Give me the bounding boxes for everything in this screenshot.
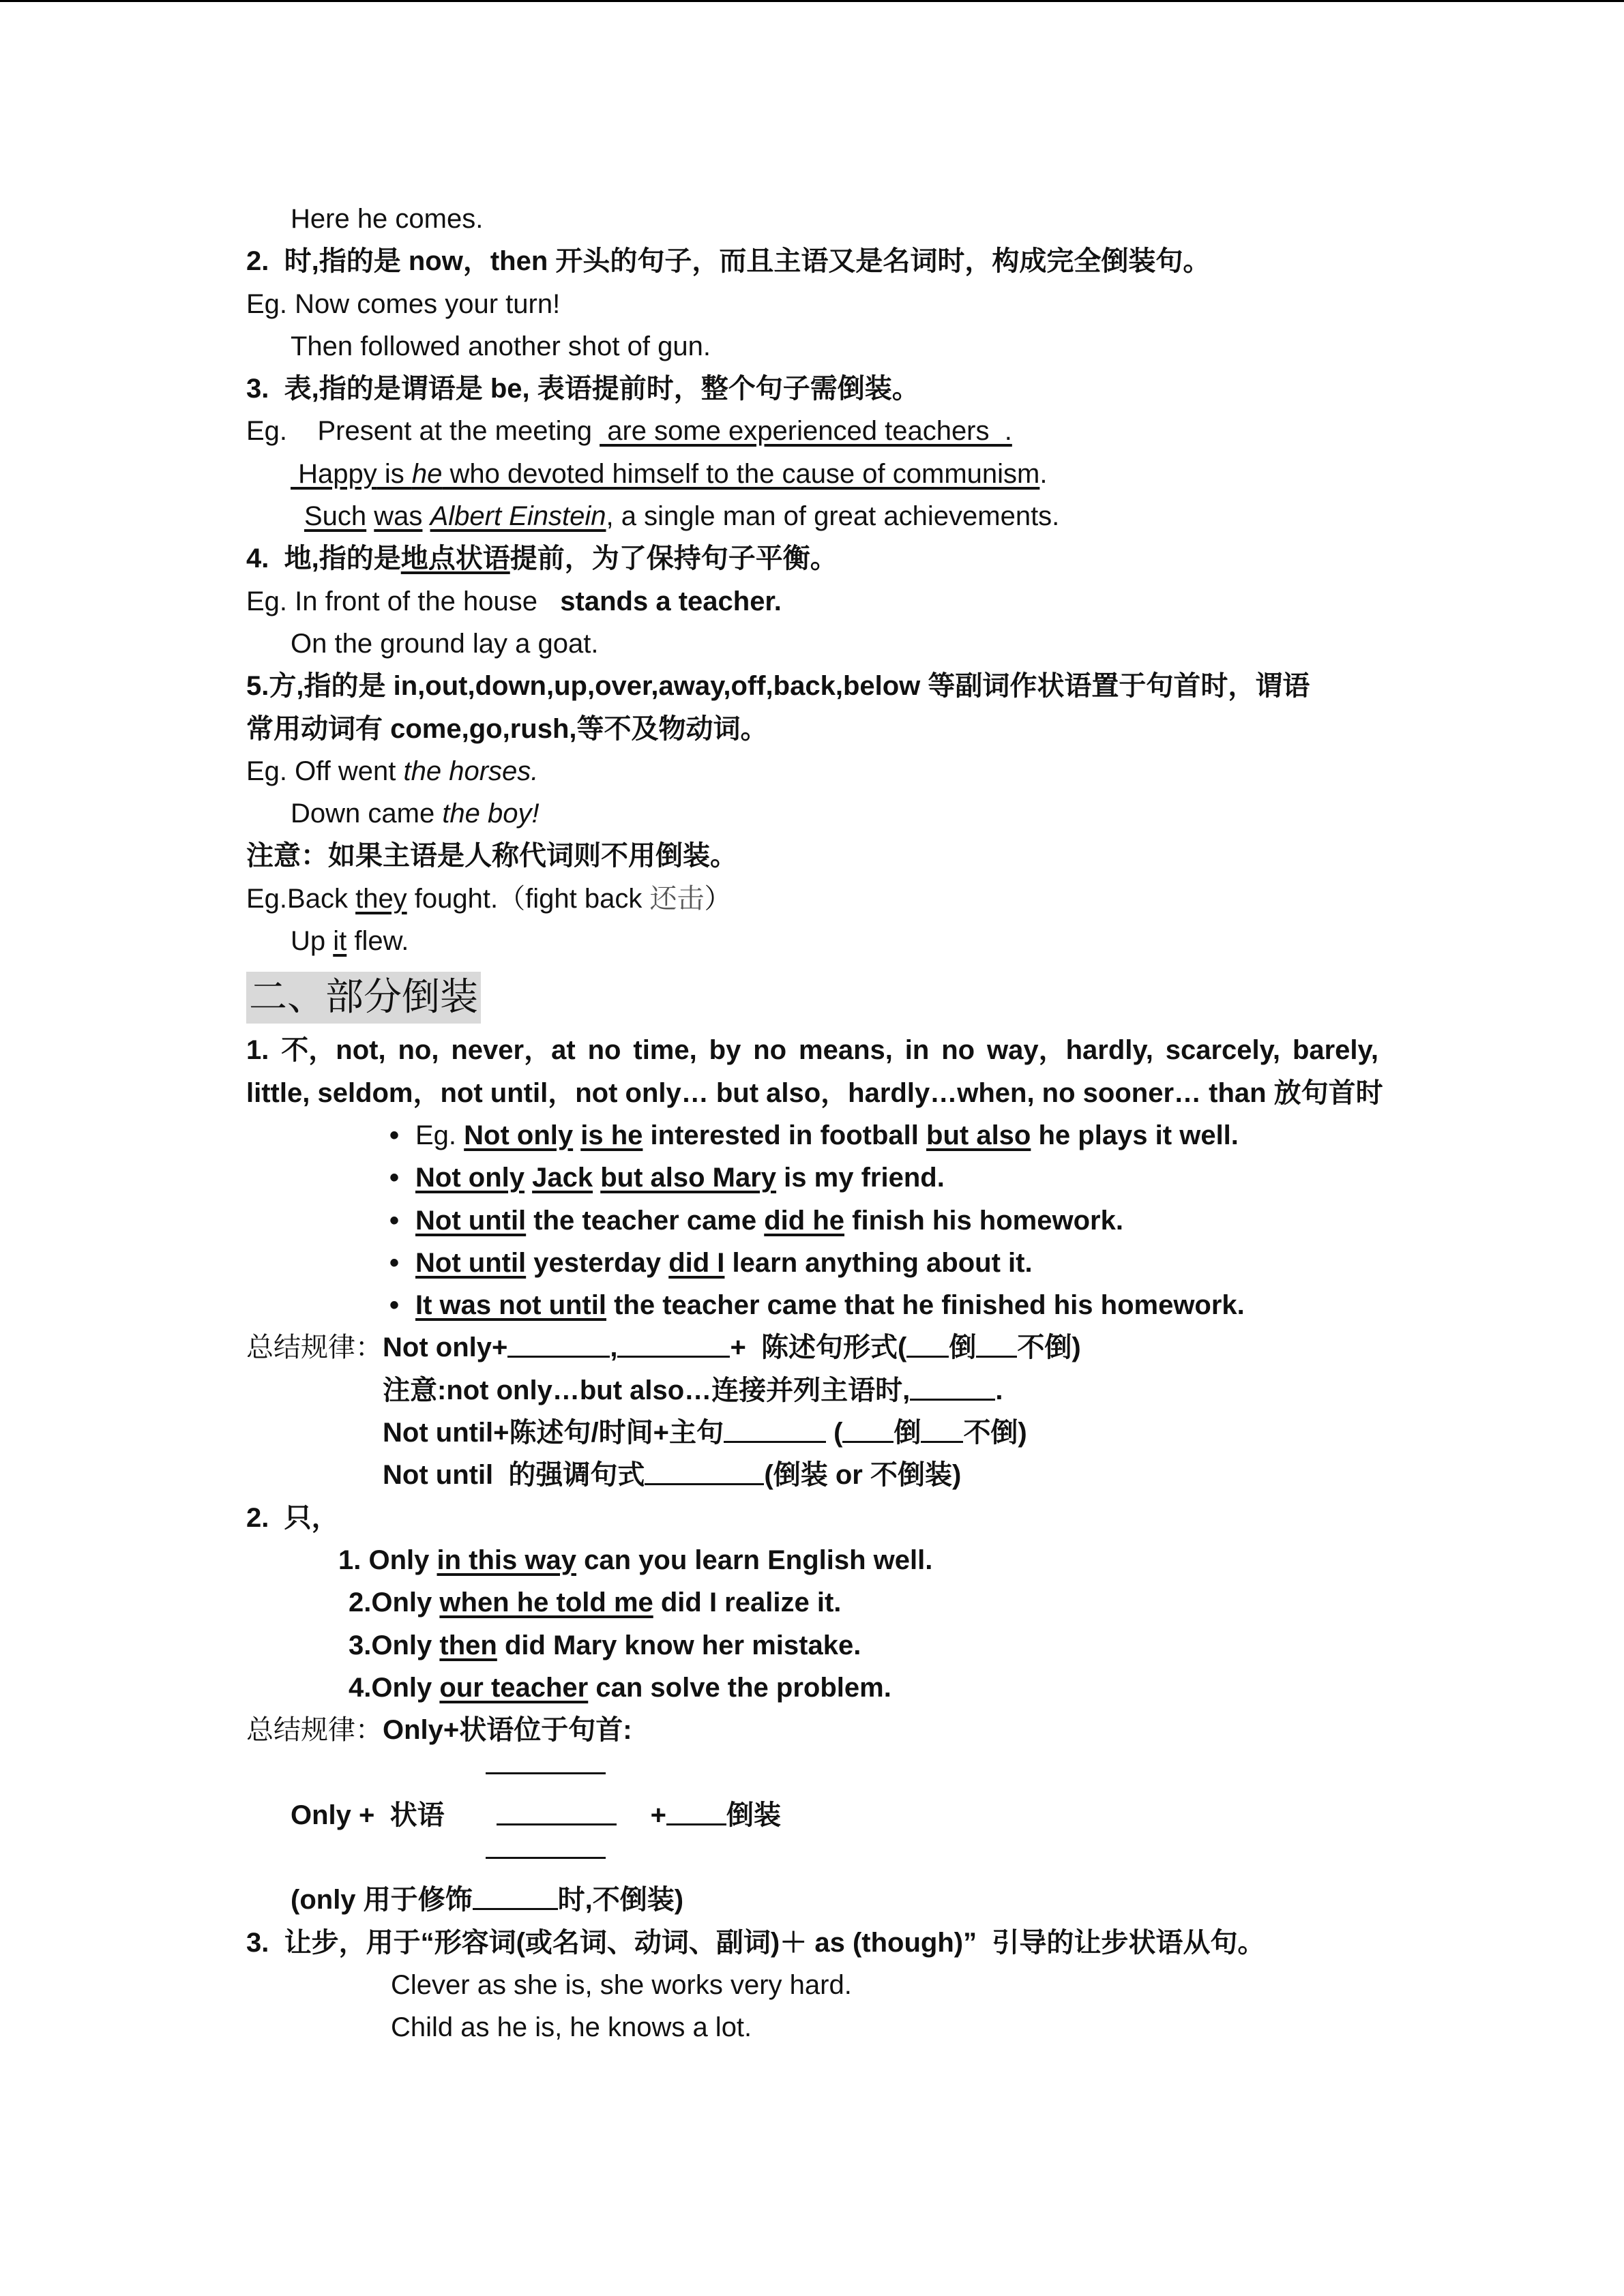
fill-blank[interactable]: [645, 1456, 764, 1485]
bullet-icon: •: [389, 1163, 400, 1193]
justified-word: 不，not,: [281, 1035, 386, 1066]
bullet-icon: •: [389, 1120, 400, 1150]
rule-3-heading: 3. 表,指的是谓语是 be, 表语提前时，整个句子需倒装。: [246, 374, 919, 404]
fill-blank[interactable]: [497, 1796, 617, 1825]
partial-1-line2: little, seldom，not until，not only… but also，hardly…when, no sooner… than 放句首时: [246, 1077, 1383, 1108]
justified-word: no,: [398, 1035, 439, 1066]
example-line: Here he comes.: [291, 204, 484, 234]
spacer: [246, 1836, 1378, 1879]
top-border: [0, 0, 1624, 2]
example-line: On the ground lay a goat.: [291, 628, 599, 659]
justified-word: no: [941, 1035, 975, 1066]
section-2-title: 二、部分倒装: [246, 972, 481, 1024]
bullet-icon: •: [389, 1205, 400, 1236]
summary-note: (only 用于修饰 时,不倒装): [246, 1879, 1378, 1921]
fill-blank[interactable]: [906, 1328, 949, 1358]
justified-word: 1.: [246, 1035, 269, 1066]
fill-blank[interactable]: [666, 1796, 726, 1825]
fill-blank[interactable]: [473, 1881, 558, 1910]
rule-4-heading: 4. 地,指的是地点状语提前，为了保持句子平衡。: [246, 543, 838, 574]
rule-5-heading: 5.方,指的是 in,out,down,up,over,away,off,back,below 等副词作状语置于句首时，谓语: [246, 671, 1310, 702]
rule-2-heading: 2. 时,指的是 now，then 开头的句子，而且主语又是名词时，构成完全倒装句。: [246, 246, 1211, 277]
list-item: • Not only Jack but also Mary is my friend.: [246, 1157, 1378, 1199]
example-line: Such was Albert Einstein, a single man of great achievements.: [304, 501, 1060, 532]
partial-1-line1: [246, 1029, 1378, 1071]
example-line: Eg. Present at the meeting are some experienced teachers .: [246, 416, 1012, 447]
justified-word: in: [904, 1035, 930, 1066]
spacer: [246, 1751, 1378, 1793]
bullet-icon: •: [389, 1290, 400, 1321]
justified-word: no: [587, 1035, 621, 1066]
summary-note: Not until+陈述句/时间+主句 ( 倒 不倒): [246, 1412, 1378, 1454]
summary-rule: 总结规律：Only+状语位于句首:: [246, 1715, 632, 1746]
only-formula: Only + 状语 + 倒装: [246, 1794, 1378, 1836]
summary-rule: 总结规律：Not only+ , + 陈述句形式( 倒 不倒): [246, 1326, 1378, 1369]
list-item: 2.Only when he told me did I realize it.: [349, 1587, 842, 1618]
justified-word: barely,: [1292, 1035, 1378, 1066]
example-line: Then followed another shot of gun.: [291, 331, 711, 361]
summary-note: Not until 的强调句式 (倒装 or 不倒装): [246, 1454, 1378, 1496]
list-item: 4.Only our teacher can solve the problem.: [349, 1672, 891, 1703]
fill-blank[interactable]: [921, 1414, 963, 1443]
example-line: Up it flew.: [291, 926, 409, 957]
example-line: Eg. Off went the horses.: [246, 756, 539, 786]
fill-blank[interactable]: [617, 1328, 730, 1358]
list-item: 3.Only then did Mary know her mistake.: [349, 1630, 861, 1660]
example-line: Clever as she is, she works very hard.: [391, 1969, 852, 2000]
list-item: • Not until yesterday did I learn anything about it.: [246, 1242, 1378, 1284]
fill-blank[interactable]: [976, 1328, 1017, 1358]
list-item: • Not until the teacher came did he finish his homework.: [246, 1199, 1378, 1242]
example-line: Child as he is, he knows a lot.: [391, 2012, 752, 2043]
note-line: 注意：如果主语是人称代词则不用倒装。: [246, 841, 737, 871]
justified-word: time,: [633, 1035, 697, 1066]
list-item: 1. Only in this way can you learn English well.: [338, 1545, 933, 1575]
fill-blank[interactable]: [486, 1857, 606, 1859]
example-line: Eg. Now comes your turn!: [246, 288, 561, 319]
bullet-icon: •: [389, 1247, 400, 1278]
fill-blank[interactable]: [842, 1414, 894, 1443]
justified-word: by: [709, 1035, 741, 1066]
justified-word: way，hardly,: [987, 1035, 1153, 1066]
justified-word: scarcely,: [1165, 1035, 1281, 1066]
document-page: [246, 198, 1383, 2048]
fill-blank[interactable]: [724, 1414, 826, 1443]
summary-note: 注意:not only…but also…连接并列主语时, .: [246, 1369, 1378, 1412]
list-item: • It was not until the teacher came that he finished his homework.: [246, 1284, 1378, 1326]
example-line: Happy is he who devoted himself to the cause of communism.: [291, 458, 1048, 489]
fill-blank[interactable]: [486, 1772, 606, 1774]
section-title: [246, 962, 1378, 1029]
example-line: Eg.Back they fought.（fight back 还击）: [246, 882, 732, 914]
list-item: • Eg. Not only is he interested in football but also he plays it well.: [246, 1114, 1378, 1157]
justified-word: no: [753, 1035, 787, 1066]
example-line: Eg. In front of the house stands a teacher.: [246, 586, 782, 616]
fill-blank[interactable]: [910, 1371, 995, 1401]
example-line: Down came the boy!: [291, 799, 540, 829]
fill-blank[interactable]: [507, 1328, 610, 1358]
partial-2-heading: 2. 只，: [246, 1502, 339, 1533]
justified-word: never，at: [451, 1035, 576, 1066]
justified-word: means,: [799, 1035, 893, 1066]
partial-3-heading: 3. 让步，用于“形容词(或名词、动词、副词)＋ as (though)” 引导的让步状语从句。: [246, 1927, 1265, 1958]
rule-5-heading-cont: 常用动词有 come,go,rush,等不及物动词。: [246, 713, 768, 744]
